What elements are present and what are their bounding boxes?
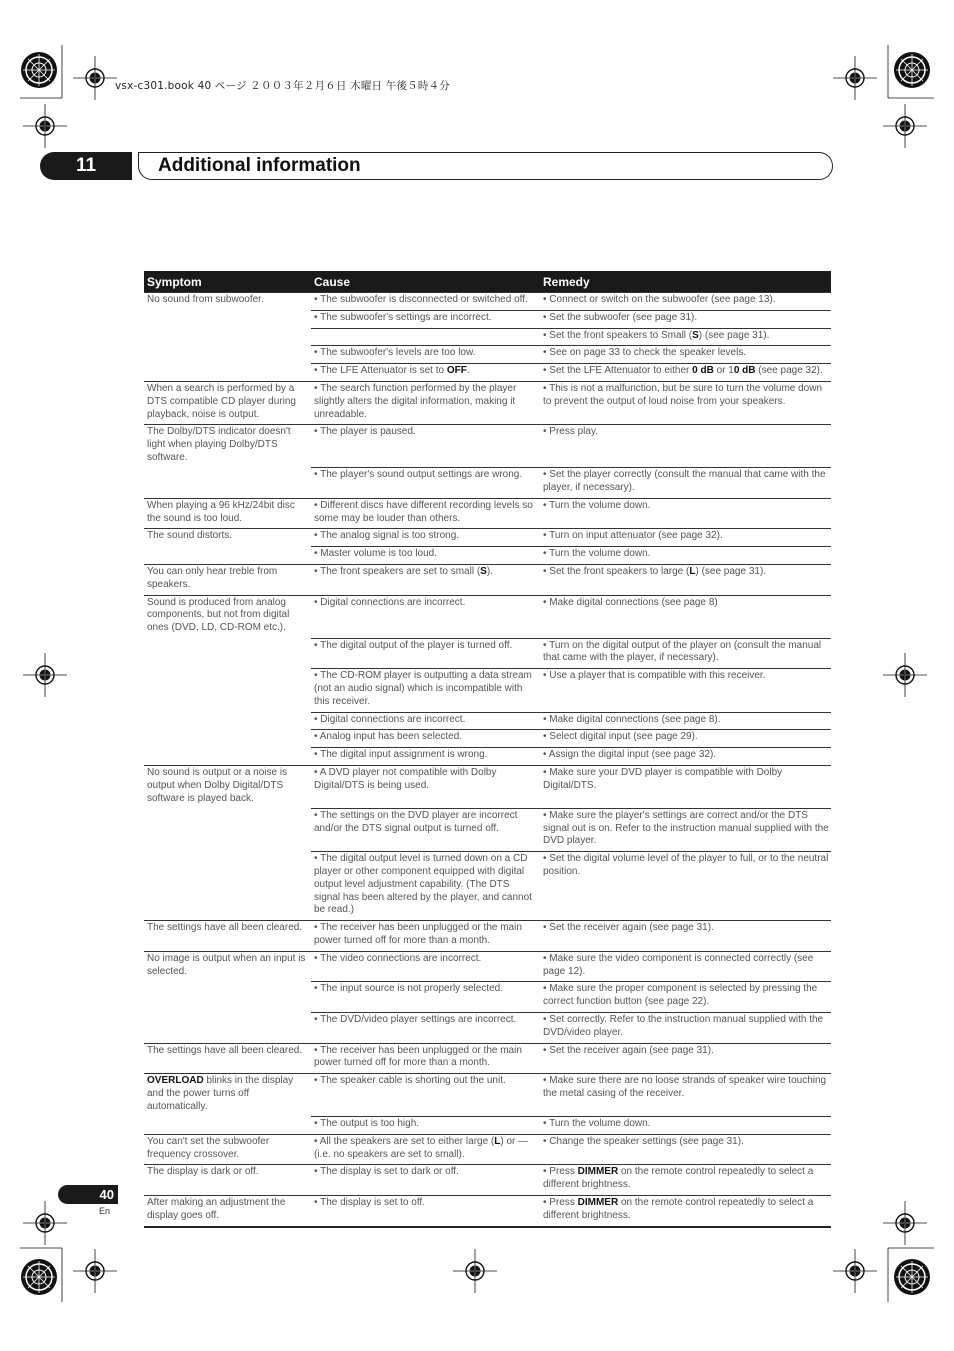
registration-mark-icon (23, 1201, 67, 1245)
table-row (144, 1134, 831, 1165)
cause-cell: • The settings on the DVD player are incorrect and/or the DTS signal output is turned off. (311, 808, 540, 851)
troubleshooting-table (144, 271, 831, 1228)
cause-cell: • The subwoofer's settings are incorrect. (311, 310, 540, 328)
registration-mark-icon (894, 52, 930, 88)
cause-cell: • The receiver has been unplugged or the main power turned off for more than a month. (311, 1043, 540, 1074)
remedy-cell: • Set the subwoofer (see page 31). (540, 310, 831, 328)
registration-mark-icon (73, 56, 117, 100)
remedy-cell: • Turn the volume down. (540, 498, 831, 529)
symptom-cell (144, 1012, 311, 1043)
remedy-cell: • Set correctly. Refer to the instruction manual supplied with the DVD/video player. (540, 1012, 831, 1043)
remedy-cell: • Set the digital volume level of the player to full, or to the neutral position. (540, 852, 831, 921)
symptom-cell (144, 748, 311, 766)
remedy-cell: • Press DIMMER on the remote control repeatedly to select a different brightness. (540, 1165, 831, 1196)
table-row (144, 328, 831, 346)
table-row (144, 381, 831, 424)
cause-cell: • The search function performed by the player slightly alters the digital information, making it unreadable. (311, 381, 540, 424)
registration-mark-icon (73, 1249, 117, 1293)
remedy-cell: • Set the receiver again (see page 31). (540, 1043, 831, 1074)
registration-mark-icon (833, 56, 877, 100)
header-symptom: Symptom (144, 271, 311, 293)
symptom-cell (144, 328, 311, 346)
cause-cell: • The analog signal is too strong. (311, 529, 540, 547)
registration-mark-icon (453, 1249, 497, 1293)
remedy-cell: • Use a player that is compatible with this receiver. (540, 669, 831, 712)
table-row (144, 1165, 831, 1196)
table-row (144, 951, 831, 982)
cause-cell: • The digital input assignment is wrong. (311, 748, 540, 766)
registration-mark-icon (883, 1201, 927, 1245)
cause-cell: • A DVD player not compatible with Dolby Digital/DTS is being used. (311, 765, 540, 808)
table-row (144, 730, 831, 748)
remedy-cell: • Turn on the digital output of the player on (consult the manual that came with the player, if necessary). (540, 638, 831, 669)
cause-cell: • Different discs have different recording levels so some may be louder than others. (311, 498, 540, 529)
table-row (144, 346, 831, 364)
symptom-cell (144, 982, 311, 1013)
symptom-cell (144, 1117, 311, 1135)
table-row (144, 498, 831, 529)
remedy-cell: • Make digital connections (see page 8). (540, 712, 831, 730)
table-row (144, 852, 831, 921)
symptom-cell (144, 638, 311, 669)
cause-cell: • The input source is not properly selected. (311, 982, 540, 1013)
remedy-cell: • Make sure the proper component is selected by pressing the correct function button (see page 22). (540, 982, 831, 1013)
table-row (144, 425, 831, 468)
table-row (144, 1043, 831, 1074)
table-row (144, 595, 831, 638)
symptom-cell: The settings have all been cleared. (144, 1043, 311, 1074)
table-row (144, 712, 831, 730)
table-row (144, 748, 831, 766)
cause-cell: • The player's sound output settings are wrong. (311, 468, 540, 499)
cause-cell: • The receiver has been unplugged or the main power turned off for more than a month. (311, 921, 540, 952)
remedy-cell: • Set the front speakers to large (L) (see page 31). (540, 565, 831, 596)
remedy-cell: • Set the player correctly (consult the manual that came with the player, if necessary). (540, 468, 831, 499)
chapter-number: 11 (40, 152, 132, 180)
symptom-cell (144, 730, 311, 748)
table-row (144, 364, 831, 382)
symptom-cell (144, 669, 311, 712)
cause-cell: • Master volume is too loud. (311, 547, 540, 565)
remedy-cell: • Turn the volume down. (540, 547, 831, 565)
remedy-cell: • Turn the volume down. (540, 1117, 831, 1135)
cause-cell: • The digital output of the player is turned off. (311, 638, 540, 669)
remedy-cell: • Assign the digital input (see page 32). (540, 748, 831, 766)
symptom-cell (144, 364, 311, 382)
table-row (144, 669, 831, 712)
table-row (144, 547, 831, 565)
registration-mark-icon (883, 653, 927, 697)
table-row (144, 1117, 831, 1135)
registration-mark-icon (833, 1249, 877, 1293)
symptom-cell (144, 852, 311, 921)
registration-mark-icon (21, 52, 57, 88)
table-row (144, 293, 831, 311)
registration-mark-icon (21, 1259, 57, 1295)
remedy-cell: • Change the speaker settings (see page 31). (540, 1134, 831, 1165)
cause-cell: • The video connections are incorrect. (311, 951, 540, 982)
cause-cell (311, 328, 540, 346)
cause-cell: • Digital connections are incorrect. (311, 595, 540, 638)
remedy-cell: • Set the receiver again (see page 31). (540, 921, 831, 952)
remedy-cell: • Turn on input attenuator (see page 32). (540, 529, 831, 547)
table-row (144, 565, 831, 596)
table-row (144, 529, 831, 547)
symptom-cell: No sound is output or a noise is output when Dolby Digital/DTS software is played back. (144, 765, 311, 808)
cause-cell: • The display is set to dark or off. (311, 1165, 540, 1196)
remedy-cell: • Select digital input (see page 29). (540, 730, 831, 748)
remedy-cell: • Make sure your DVD player is compatible with Dolby Digital/DTS. (540, 765, 831, 808)
symptom-cell: The sound distorts. (144, 529, 311, 547)
cause-cell: • The display is set to off. (311, 1196, 540, 1227)
cause-cell: • The player is paused. (311, 425, 540, 468)
symptom-cell: You can't set the subwoofer frequency crossover. (144, 1134, 311, 1165)
symptom-cell: When playing a 96 kHz/24bit disc the sound is too loud. (144, 498, 311, 529)
symptom-cell: The settings have all been cleared. (144, 921, 311, 952)
file-header: vsx-c301.book 40 ページ ２００３年２月６日 木曜日 午後５時４分 (115, 80, 450, 92)
symptom-cell: The Dolby/DTS indicator doesn't light when playing Dolby/DTS software. (144, 425, 311, 468)
table-row (144, 310, 831, 328)
registration-mark-icon (23, 104, 67, 148)
remedy-cell: • Make sure the player's settings are correct and/or the DTS signal out is on. Refer to the instruction manual supplied with the DVD player. (540, 808, 831, 851)
symptom-cell (144, 346, 311, 364)
symptom-cell: The display is dark or off. (144, 1165, 311, 1196)
remedy-cell: • Set the LFE Attenuator to either 0 dB or 10 dB (see page 32). (540, 364, 831, 382)
registration-mark-icon (894, 1259, 930, 1295)
remedy-cell: • This is not a malfunction, but be sure to turn the volume down to prevent the output of loud noise from your speakers. (540, 381, 831, 424)
cause-cell: • The CD-ROM player is outputting a data stream (not an audio signal) which is incompatible with this receiver. (311, 669, 540, 712)
symptom-cell: After making an adjustment the display goes off. (144, 1196, 311, 1227)
registration-mark-icon (23, 653, 67, 697)
symptom-cell: When a search is performed by a DTS compatible CD player during playback, noise is output. (144, 381, 311, 424)
cause-cell: • The LFE Attenuator is set to OFF. (311, 364, 540, 382)
chapter-title-bar (138, 152, 833, 180)
table-header-row (144, 271, 831, 293)
cause-cell: • The speaker cable is shorting out the unit. (311, 1074, 540, 1117)
symptom-cell (144, 547, 311, 565)
symptom-cell: No image is output when an input is selected. (144, 951, 311, 982)
symptom-cell (144, 712, 311, 730)
remedy-cell: • Make sure there are no loose strands of speaker wire touching the metal casing of the receiver. (540, 1074, 831, 1117)
cause-cell: • The DVD/video player settings are incorrect. (311, 1012, 540, 1043)
table-row (144, 808, 831, 851)
registration-mark-icon (883, 104, 927, 148)
remedy-cell: • Connect or switch on the subwoofer (see page 13). (540, 293, 831, 311)
chapter-title: Additional information (158, 155, 361, 176)
symptom-cell (144, 310, 311, 328)
symptom-cell: OVERLOAD blinks in the display and the power turns off automatically. (144, 1074, 311, 1117)
table-row (144, 1196, 831, 1227)
remedy-cell: • Press DIMMER on the remote control repeatedly to select a different brightness. (540, 1196, 831, 1227)
page-number: 40 (58, 1185, 118, 1204)
table-row (144, 982, 831, 1013)
remedy-cell: • See on page 33 to check the speaker levels. (540, 346, 831, 364)
symptom-cell (144, 808, 311, 851)
cause-cell: • Digital connections are incorrect. (311, 712, 540, 730)
symptom-cell: Sound is produced from analog components, but not from digital ones (DVD, LD, CD-ROM etc.). (144, 595, 311, 638)
remedy-cell: • Press play. (540, 425, 831, 468)
table-row (144, 1074, 831, 1117)
symptom-cell: You can only hear treble from speakers. (144, 565, 311, 596)
table-row (144, 638, 831, 669)
symptom-cell (144, 468, 311, 499)
remedy-cell: • Set the front speakers to Small (S) (see page 31). (540, 328, 831, 346)
cause-cell: • The subwoofer's levels are too low. (311, 346, 540, 364)
table-row (144, 1012, 831, 1043)
cause-cell: • The subwoofer is disconnected or switched off. (311, 293, 540, 311)
remedy-cell: • Make sure the video component is connected correctly (see page 12). (540, 951, 831, 982)
header-remedy: Remedy (540, 271, 831, 293)
cause-cell: • The output is too high. (311, 1117, 540, 1135)
table-row (144, 765, 831, 808)
table-row (144, 921, 831, 952)
remedy-cell: • Make digital connections (see page 8) (540, 595, 831, 638)
cause-cell: • Analog input has been selected. (311, 730, 540, 748)
cause-cell: • All the speakers are set to either large (L) or — (i.e. no speakers are set to small). (311, 1134, 540, 1165)
cause-cell: • The digital output level is turned down on a CD player or other component equipped with digital output level adjustment capability. (The DTS signal has been altered by the player, and cannot be read.) (311, 852, 540, 921)
cause-cell: • The front speakers are set to small (S). (311, 565, 540, 596)
symptom-cell: No sound from subwoofer. (144, 293, 311, 311)
header-cause: Cause (311, 271, 540, 293)
page-language: En (99, 1206, 111, 1216)
table-row (144, 468, 831, 499)
